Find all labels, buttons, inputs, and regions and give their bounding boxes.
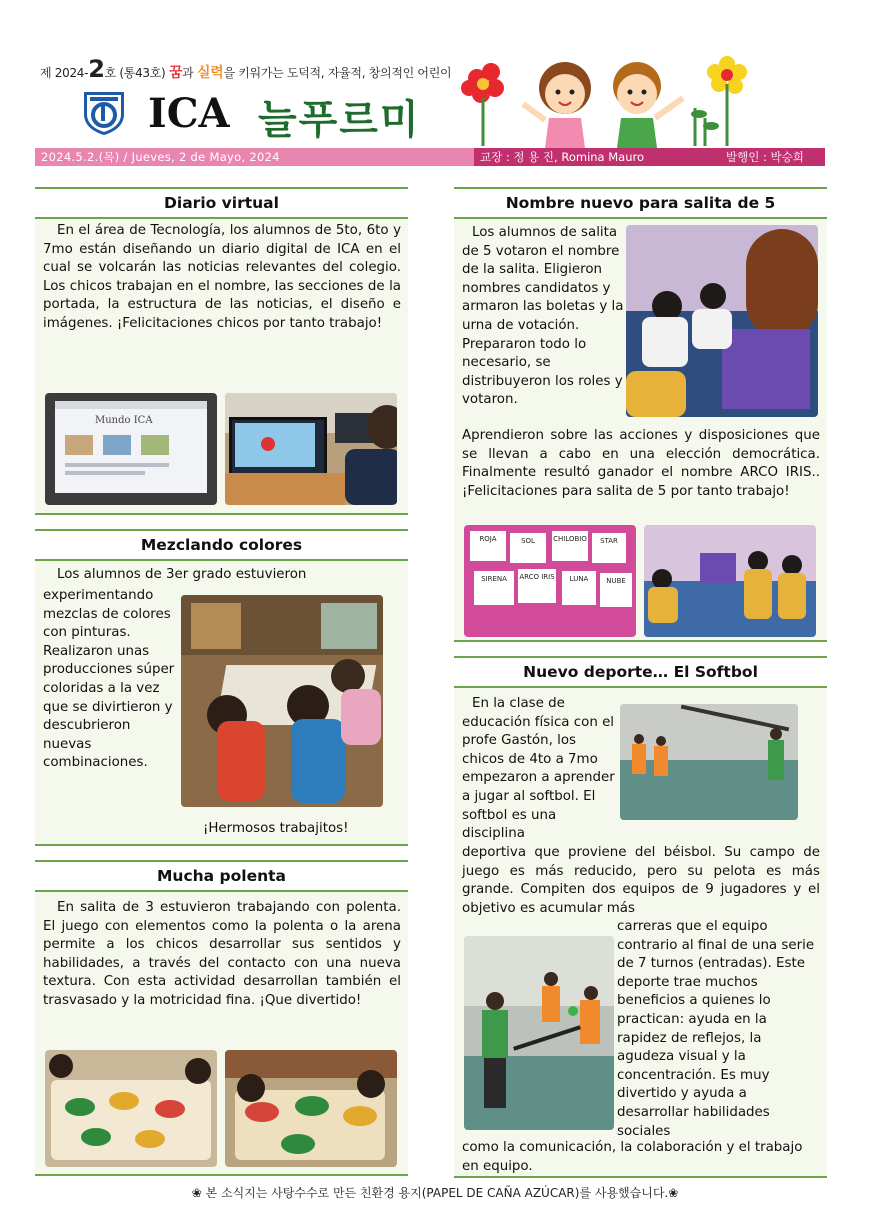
section-mucha-polenta [35,860,408,1176]
section-softbol [454,656,827,1178]
ballot-card: ARCO IRIS [518,569,556,603]
footer-note: ❀ 본 소식지는 사탕수수로 만든 친환경 용지(PAPEL DE CAÑA AZÚCAR)를 사용했습니다.❀ [191,1186,679,1200]
principal-credit: 교장 : 정 용 진, Romina Mauro [480,150,645,164]
ballot-card: NUBE [600,573,632,607]
photo-painting-class [181,595,383,807]
article-body-side: Los alumnos de salita de 5 votaron el nombre de la salita. Eligieron nombres candidatos y armaron las boletas y la urna de votación. Prepararon todo lo necesario, se distribuyeron los roles y votaron. [462,225,624,408]
section-title: Mezclando colores [35,531,408,561]
ballot-card: ROJA [470,531,506,561]
flower-icon [461,63,504,146]
section-diario-virtual [35,187,408,515]
photo-voting-box [626,225,818,417]
article-body-d: como la comunicación, la colaboración y el trabajo en equipo. [462,1140,803,1174]
article-body-full: Aprendieron sobre las acciones y disposiciones que se llevan a cabo en una elección democrática. Finalmente resultó ganador el nombre ARCO IRIS.. ¡Felicitaciones para salita de 5 por tanto trabajo! [462,428,820,499]
article-closing: ¡Hermosos trabajitos! [203,821,349,836]
article-body: En salita de 3 estuvieron trabajando con polenta. El juego con elementos como la polenta o la arena permite a los chicos desarrollar sus sentidos y habilidades, a través del contacto con una nueva textura. Con esta actividad desarrollan también el trasvasado y la motricidad fina. ¡Que divertido! [43,900,401,1008]
section-mezclando-colores [35,529,408,846]
section-title: Nuevo deporte… El Softbol [454,658,827,688]
issue-date: 2024.5.2.(목) / Jueves, 2 de Mayo, 2024 [41,150,280,164]
ballot-card: STAR [592,533,626,563]
section-nombre-nuevo [454,187,827,642]
ballot-card: CHILOBIO [552,531,588,561]
photo-polenta-table-1 [45,1050,217,1167]
photo-students-computers [225,393,397,505]
photo-softball-gym-2 [464,936,614,1130]
screen-title: Mundo ICA [95,415,153,426]
staff-bar [474,148,825,166]
kids-illustration [455,48,755,148]
article-body-c: carreras que el equipo contrario al final de una serie de 7 turnos (entradas). Este deporte trae muchos beneficios a quienes lo practican: ayuda en la rapidez de reflejos, la agudeza visual y la concentración. Es muy divertido y ayuda a desarrollar habilidades sociales [617,919,815,1139]
section-title: Diario virtual [35,189,408,219]
article-body-a: En la clase de educación física con el profe Gastón, los chicos de 4to a 7mo empezaron a aprender a jugar al softbol. El softbol es una disciplina [462,696,615,842]
photo-polenta-table-2 [225,1050,397,1167]
ballot-card: SIRENA [474,571,514,605]
article-body: En el área de Tecnología, los alumnos de 5to, 6to y 7mo están diseñando un diario digital de ICA en el cual se volcarán las noticias relevantes del colegio. Los chicos trabajan en el nombre, las secciones de la portada, la estructura de las noticias, el diseño e imágenes. ¡Felicitaciones chicos por tanto trabajo! [43,223,401,331]
photo-laptop-screen [45,393,217,505]
section-title: Mucha polenta [35,862,408,892]
newsletter-title-latin: ICA [148,90,230,137]
issue-line: 제 2024-2호 (통43호) 꿈과 실력을 키워가는 도덕적, 자율적, 창의적인 어린이 [40,55,452,83]
photo-ballots [464,525,636,637]
ballot-card: LUNA [562,571,596,605]
ballot-card: SOL [510,533,546,563]
article-body: experimentando mezclas de colores con pinturas. Realizaron unas producciones súper coloridas a la vez que se divirtieron y descubrieron nuevas combinaciones. [43,588,175,771]
article-intro: Los alumnos de 3er grado estuvieron [57,567,307,582]
newsletter-title-korean: 늘푸르미 [258,97,421,143]
photo-softball-gym-1 [620,704,798,820]
photo-kids-voting [644,525,816,637]
school-logo-icon [80,88,128,136]
section-title: Nombre nuevo para salita de 5 [454,189,827,219]
article-body-b: deportiva que proviene del béisbol. Su campo de juego es más reducido, pero su pelota es más grande. Compiten dos equipos de 9 jugadores y el objetivo es acumular más [462,845,820,916]
publisher-credit: 발행인 : 박승희 [726,150,804,164]
